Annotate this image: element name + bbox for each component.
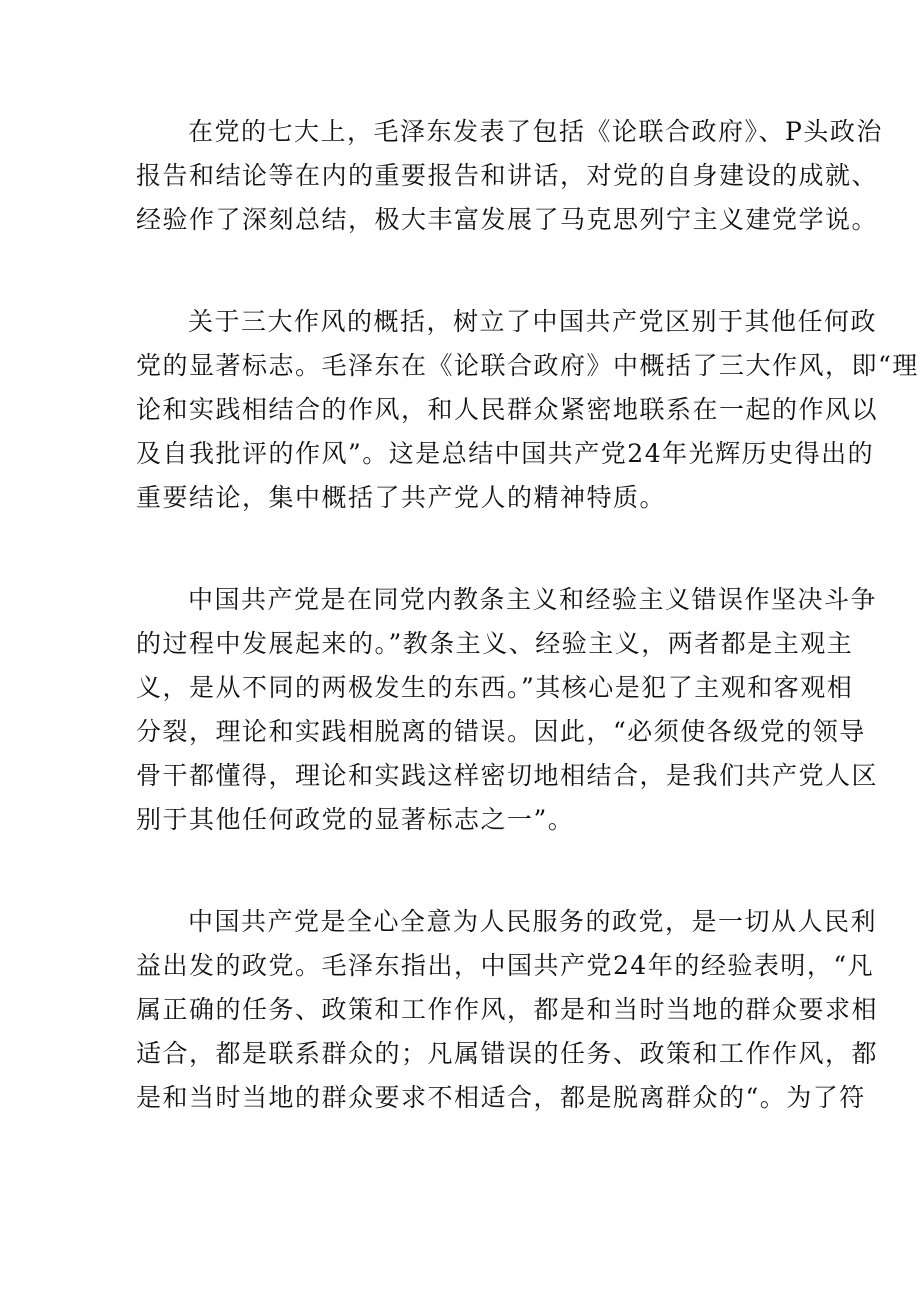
text-line: 是和当时当地的群众要求不相适合，都是脱离群众的“。为了符: [136, 1083, 866, 1112]
text-line: 在党的七大上，毛泽东发表了包括《论联合政府》、P头政治: [188, 117, 883, 146]
text-line: 别于其他任何政党的显著标志之一”。: [136, 805, 575, 834]
text-line: 及自我批评的作风”。这是总结中国共产党24年光辉历史得出的: [136, 439, 875, 468]
paragraph-spacer: [136, 520, 796, 578]
text-line: 报告和结论等在内的重要报告和讲话，对党的自身建设的成就、: [136, 161, 879, 190]
paragraph-2: [136, 300, 919, 520]
text-line: 关于三大作风的概括，树立了中国共产党区别于其他任何政: [188, 307, 878, 336]
text-line: 论和实践相结合的作风，和人民群众紧密地联系在一起的作风以: [136, 395, 879, 424]
paragraph-spacer: [136, 842, 796, 900]
document-page: [136, 110, 919, 1120]
text-line: 分裂，理论和实践相脱离的错误。因此，“必须使各级党的领导: [136, 717, 866, 746]
paragraph-spacer: [136, 242, 796, 300]
text-line: 适合，都是联系群众的；凡属错误的任务、政策和工作作风，都: [136, 1039, 879, 1068]
text-line: 骨干都懂得，理论和实践这样密切地相结合，是我们共产党人区: [136, 761, 879, 790]
paragraph-3: [136, 578, 879, 842]
paragraph-4: [136, 900, 879, 1120]
text-line: 中国共产党是在同党内教条主义和经验主义错误作坚决斗争: [188, 585, 878, 614]
text-line: 义，是从不同的两极发生的东西。”其核心是犯了主观和客观相: [136, 673, 854, 702]
paragraph-1: [136, 110, 883, 242]
text-line: 党的显著标志。毛泽东在《论联合政府》中概括了三大作风，即“理: [136, 351, 919, 380]
text-line: 属正确的任务、政策和工作作风，都是和当时当地的群众要求相: [136, 995, 879, 1024]
text-line: 中国共产党是全心全意为人民服务的政党，是一切从人民利: [188, 907, 878, 936]
text-line: 益出发的政党。毛泽东指出，中国共产党24年的经验表明，“凡: [136, 951, 875, 980]
text-line: 的过程中发展起来的。”教条主义、经验主义，两者都是主观主: [136, 629, 854, 658]
text-line: 经验作了深刻总结，极大丰富发展了马克思列宁主义建党学说。: [136, 205, 879, 234]
text-line: 重要结论，集中概括了共产党人的精神特质。: [136, 483, 667, 512]
